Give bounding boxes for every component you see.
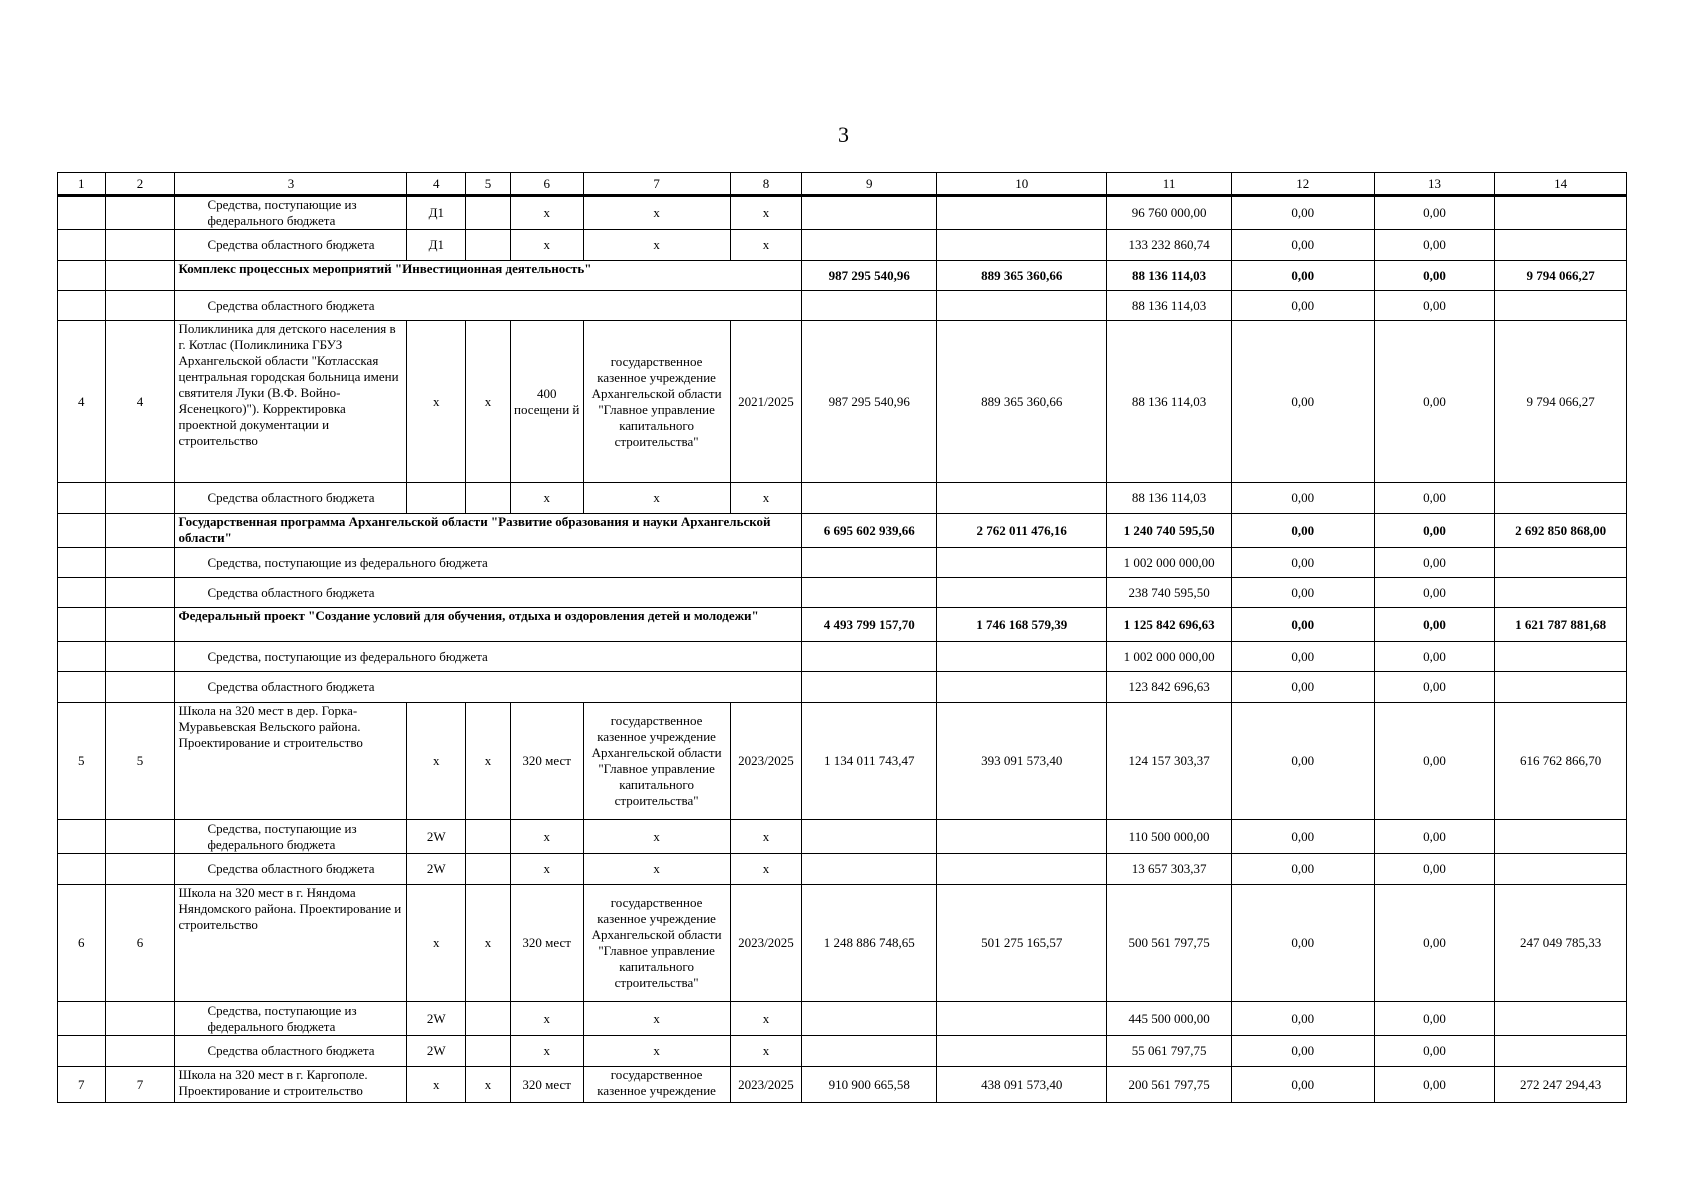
cell-number: 4 xyxy=(105,321,175,483)
amount-cell-10: 889 365 360,66 xyxy=(937,321,1107,483)
funding-source-label: Средства, поступающие из федерального бюджета xyxy=(175,820,407,854)
amount-cell-9: 987 295 540,96 xyxy=(802,321,937,483)
code-cell: х xyxy=(407,321,466,483)
amount-cell-11: 13 657 303,37 xyxy=(1107,854,1232,885)
amount-cell-14 xyxy=(1495,483,1627,514)
table-row xyxy=(58,672,1627,703)
cell-number xyxy=(58,672,106,703)
object-name: Поликлиника для детского населения в г. Котлас (Поликлиника ГБУЗ Архангельской области "Котласская центральная городская больница имени святителя Луки (В.Ф. Войно-Ясенецкого)"). Корректировка проектной документации и строительство xyxy=(175,321,407,483)
cell-number: 6 xyxy=(105,885,175,1002)
code-cell: 2W xyxy=(407,820,466,854)
amount-cell-11: 238 740 595,50 xyxy=(1107,578,1232,608)
amount-cell-10 xyxy=(937,230,1107,261)
customer-cell: х xyxy=(583,1036,730,1067)
code-cell xyxy=(466,1036,511,1067)
amount-cell-12: 0,00 xyxy=(1231,1067,1374,1103)
customer-cell: государственное казенное учреждение Архангельской области "Главное управление капитального строительства" xyxy=(583,703,730,820)
cell-number xyxy=(105,261,175,291)
table-row xyxy=(58,483,1627,514)
amount-cell-11: 88 136 114,03 xyxy=(1107,321,1232,483)
amount-cell-13: 0,00 xyxy=(1374,820,1495,854)
amount-cell-9 xyxy=(802,483,937,514)
cell-number xyxy=(105,291,175,321)
cell-number: 6 xyxy=(58,885,106,1002)
amount-cell-14 xyxy=(1495,1002,1627,1036)
period-cell: 2021/2025 xyxy=(730,321,802,483)
cell-number xyxy=(58,820,106,854)
amount-cell-10 xyxy=(937,672,1107,703)
amount-cell-11: 124 157 303,37 xyxy=(1107,703,1232,820)
column-number: 13 xyxy=(1374,173,1495,196)
customer-cell: х xyxy=(583,854,730,885)
amount-cell-9: 6 695 602 939,66 xyxy=(802,514,937,548)
cell-number xyxy=(58,608,106,642)
object-name: Школа на 320 мест в г. Каргополе. Проектирование и строительство xyxy=(175,1067,407,1103)
amount-cell-10 xyxy=(937,1036,1107,1067)
amount-cell-13: 0,00 xyxy=(1374,548,1495,578)
capacity-cell: 320 мест xyxy=(510,1067,583,1103)
period-cell: х xyxy=(730,1036,802,1067)
customer-cell: х xyxy=(583,1002,730,1036)
amount-cell-13: 0,00 xyxy=(1374,1002,1495,1036)
column-number: 3 xyxy=(175,173,407,196)
amount-cell-14: 9 794 066,27 xyxy=(1495,261,1627,291)
section-title: Федеральный проект "Создание условий для обучения, отдыха и оздоровления детей и молодежи" xyxy=(175,608,802,642)
capacity-cell: 320 мест xyxy=(510,885,583,1002)
code-cell: х xyxy=(407,885,466,1002)
code-cell: 2W xyxy=(407,1036,466,1067)
amount-cell-14: 1 621 787 881,68 xyxy=(1495,608,1627,642)
cell-number: 5 xyxy=(105,703,175,820)
funding-source-label: Средства областного бюджета xyxy=(175,230,407,261)
amount-cell-9: 1 248 886 748,65 xyxy=(802,885,937,1002)
amount-cell-11: 96 760 000,00 xyxy=(1107,196,1232,230)
amount-cell-12: 0,00 xyxy=(1231,291,1374,321)
section-title: Государственная программа Архангельской области "Развитие образования и науки Архангельской области" xyxy=(175,514,802,548)
amount-cell-9 xyxy=(802,196,937,230)
customer-cell: х xyxy=(583,483,730,514)
amount-cell-13: 0,00 xyxy=(1374,230,1495,261)
cell-number xyxy=(58,230,106,261)
code-cell: х xyxy=(466,1067,511,1103)
amount-cell-12: 0,00 xyxy=(1231,230,1374,261)
customer-cell: государственное казенное учреждение Архангельской области "Главное управление капитального строительства" xyxy=(583,321,730,483)
amount-cell-14 xyxy=(1495,642,1627,672)
column-number: 4 xyxy=(407,173,466,196)
code-cell: х xyxy=(466,885,511,1002)
amount-cell-12: 0,00 xyxy=(1231,1036,1374,1067)
amount-cell-13: 0,00 xyxy=(1374,672,1495,703)
amount-cell-10 xyxy=(937,291,1107,321)
column-number: 7 xyxy=(583,173,730,196)
amount-cell-11: 123 842 696,63 xyxy=(1107,672,1232,703)
cell-number: 7 xyxy=(105,1067,175,1103)
page-number: 3 xyxy=(838,122,849,147)
funding-source-label: Средства областного бюджета xyxy=(175,578,802,608)
amount-cell-13: 0,00 xyxy=(1374,483,1495,514)
column-number: 2 xyxy=(105,173,175,196)
amount-cell-11: 1 002 000 000,00 xyxy=(1107,642,1232,672)
amount-cell-9 xyxy=(802,854,937,885)
amount-cell-10: 889 365 360,66 xyxy=(937,261,1107,291)
amount-cell-14: 247 049 785,33 xyxy=(1495,885,1627,1002)
amount-cell-14 xyxy=(1495,1036,1627,1067)
amount-cell-11: 110 500 000,00 xyxy=(1107,820,1232,854)
code-cell: х xyxy=(407,1067,466,1103)
amount-cell-9 xyxy=(802,1002,937,1036)
table-row xyxy=(58,703,1627,820)
amount-cell-10 xyxy=(937,820,1107,854)
amount-cell-12: 0,00 xyxy=(1231,1002,1374,1036)
cell-number xyxy=(105,230,175,261)
amount-cell-9 xyxy=(802,230,937,261)
code-cell: х xyxy=(466,321,511,483)
cell-number xyxy=(58,196,106,230)
amount-cell-14 xyxy=(1495,291,1627,321)
column-number: 10 xyxy=(937,173,1107,196)
amount-cell-14 xyxy=(1495,578,1627,608)
amount-cell-14 xyxy=(1495,548,1627,578)
customer-cell: х xyxy=(583,230,730,261)
table-row xyxy=(58,1036,1627,1067)
amount-cell-9: 987 295 540,96 xyxy=(802,261,937,291)
table-row xyxy=(58,548,1627,578)
capacity-cell: х xyxy=(510,854,583,885)
capacity-cell: х xyxy=(510,483,583,514)
amount-cell-12: 0,00 xyxy=(1231,514,1374,548)
funding-source-label: Средства областного бюджета xyxy=(175,483,407,514)
table-row xyxy=(58,514,1627,548)
table-row xyxy=(58,1067,1627,1103)
amount-cell-9: 4 493 799 157,70 xyxy=(802,608,937,642)
code-cell: х xyxy=(466,703,511,820)
period-cell: х xyxy=(730,230,802,261)
amount-cell-9: 1 134 011 743,47 xyxy=(802,703,937,820)
amount-cell-12: 0,00 xyxy=(1231,672,1374,703)
code-cell xyxy=(466,230,511,261)
amount-cell-9 xyxy=(802,820,937,854)
amount-cell-12: 0,00 xyxy=(1231,548,1374,578)
amount-cell-12: 0,00 xyxy=(1231,642,1374,672)
customer-cell: государственное казенное учреждение xyxy=(583,1067,730,1103)
table-row xyxy=(58,820,1627,854)
code-cell xyxy=(466,483,511,514)
amount-cell-13: 0,00 xyxy=(1374,321,1495,483)
capacity-cell: х xyxy=(510,230,583,261)
amount-cell-13: 0,00 xyxy=(1374,885,1495,1002)
column-number: 5 xyxy=(466,173,511,196)
amount-cell-11: 88 136 114,03 xyxy=(1107,261,1232,291)
code-cell: 2W xyxy=(407,854,466,885)
period-cell: х xyxy=(730,483,802,514)
amount-cell-10 xyxy=(937,578,1107,608)
amount-cell-9 xyxy=(802,672,937,703)
amount-cell-14: 272 247 294,43 xyxy=(1495,1067,1627,1103)
cell-number xyxy=(58,1002,106,1036)
cell-number xyxy=(58,514,106,548)
capacity-cell: х xyxy=(510,820,583,854)
table-row xyxy=(58,230,1627,261)
cell-number xyxy=(105,483,175,514)
customer-cell: х xyxy=(583,820,730,854)
code-cell xyxy=(466,196,511,230)
capacity-cell: 400 посещени й xyxy=(510,321,583,483)
column-number: 14 xyxy=(1495,173,1627,196)
period-cell: х xyxy=(730,196,802,230)
amount-cell-14 xyxy=(1495,820,1627,854)
capacity-cell: х xyxy=(510,1036,583,1067)
cell-number xyxy=(105,820,175,854)
amount-cell-13: 0,00 xyxy=(1374,291,1495,321)
code-cell: 2W xyxy=(407,1002,466,1036)
amount-cell-10 xyxy=(937,642,1107,672)
cell-number xyxy=(105,854,175,885)
column-number: 1 xyxy=(58,173,106,196)
code-cell xyxy=(466,854,511,885)
amount-cell-9 xyxy=(802,642,937,672)
code-cell xyxy=(466,1002,511,1036)
cell-number xyxy=(58,1036,106,1067)
amount-cell-10 xyxy=(937,1002,1107,1036)
amount-cell-10 xyxy=(937,196,1107,230)
cell-number xyxy=(58,642,106,672)
amount-cell-13: 0,00 xyxy=(1374,514,1495,548)
table-row xyxy=(58,885,1627,1002)
amount-cell-13: 0,00 xyxy=(1374,703,1495,820)
amount-cell-14 xyxy=(1495,196,1627,230)
amount-cell-11: 500 561 797,75 xyxy=(1107,885,1232,1002)
customer-cell: х xyxy=(583,196,730,230)
amount-cell-11: 200 561 797,75 xyxy=(1107,1067,1232,1103)
funding-source-label: Средства областного бюджета xyxy=(175,672,802,703)
amount-cell-10 xyxy=(937,548,1107,578)
column-number: 6 xyxy=(510,173,583,196)
amount-cell-13: 0,00 xyxy=(1374,854,1495,885)
amount-cell-11: 1 002 000 000,00 xyxy=(1107,548,1232,578)
amount-cell-11: 1 125 842 696,63 xyxy=(1107,608,1232,642)
code-cell xyxy=(466,820,511,854)
capacity-cell: х xyxy=(510,196,583,230)
table-row xyxy=(58,196,1627,230)
amount-cell-13: 0,00 xyxy=(1374,578,1495,608)
amount-cell-12: 0,00 xyxy=(1231,608,1374,642)
cell-number xyxy=(105,514,175,548)
amount-cell-13: 0,00 xyxy=(1374,642,1495,672)
amount-cell-12: 0,00 xyxy=(1231,703,1374,820)
table-row xyxy=(58,854,1627,885)
object-name: Школа на 320 мест в г. Няндома Няндомского района. Проектирование и строительство xyxy=(175,885,407,1002)
table-row xyxy=(58,1002,1627,1036)
cell-number xyxy=(105,608,175,642)
column-number: 8 xyxy=(730,173,802,196)
cell-number xyxy=(105,642,175,672)
cell-number xyxy=(58,261,106,291)
amount-cell-13: 0,00 xyxy=(1374,1036,1495,1067)
column-number: 11 xyxy=(1107,173,1232,196)
cell-number xyxy=(105,672,175,703)
section-title: Комплекс процессных мероприятий "Инвестиционная деятельность" xyxy=(175,261,802,291)
amount-cell-10: 438 091 573,40 xyxy=(937,1067,1107,1103)
table-row xyxy=(58,261,1627,291)
amount-cell-14: 2 692 850 868,00 xyxy=(1495,514,1627,548)
period-cell: 2023/2025 xyxy=(730,885,802,1002)
object-name: Школа на 320 мест в дер. Горка-Муравьевская Вельского района. Проектирование и строительство xyxy=(175,703,407,820)
amount-cell-9: 910 900 665,58 xyxy=(802,1067,937,1103)
period-cell: х xyxy=(730,854,802,885)
amount-cell-14: 9 794 066,27 xyxy=(1495,321,1627,483)
table-row xyxy=(58,642,1627,672)
code-cell: Д1 xyxy=(407,196,466,230)
column-number: 9 xyxy=(802,173,937,196)
cell-number xyxy=(105,548,175,578)
amount-cell-9 xyxy=(802,291,937,321)
amount-cell-10 xyxy=(937,483,1107,514)
amount-cell-13: 0,00 xyxy=(1374,261,1495,291)
amount-cell-11: 445 500 000,00 xyxy=(1107,1002,1232,1036)
code-cell: Д1 xyxy=(407,230,466,261)
amount-cell-10: 1 746 168 579,39 xyxy=(937,608,1107,642)
period-cell: х xyxy=(730,820,802,854)
cell-number xyxy=(58,578,106,608)
funding-source-label: Средства областного бюджета xyxy=(175,1036,407,1067)
cell-number xyxy=(105,196,175,230)
table-body xyxy=(58,173,1627,1103)
amount-cell-9 xyxy=(802,578,937,608)
amount-cell-10: 393 091 573,40 xyxy=(937,703,1107,820)
amount-cell-13: 0,00 xyxy=(1374,608,1495,642)
code-cell xyxy=(407,483,466,514)
table-row xyxy=(58,321,1627,483)
amount-cell-13: 0,00 xyxy=(1374,196,1495,230)
amount-cell-12: 0,00 xyxy=(1231,578,1374,608)
capacity-cell: 320 мест xyxy=(510,703,583,820)
amount-cell-14: 616 762 866,70 xyxy=(1495,703,1627,820)
amount-cell-12: 0,00 xyxy=(1231,885,1374,1002)
amount-cell-14 xyxy=(1495,672,1627,703)
amount-cell-12: 0,00 xyxy=(1231,321,1374,483)
cell-number: 7 xyxy=(58,1067,106,1103)
amount-cell-11: 133 232 860,74 xyxy=(1107,230,1232,261)
funding-source-label: Средства областного бюджета xyxy=(175,291,802,321)
amount-cell-11: 88 136 114,03 xyxy=(1107,483,1232,514)
cell-number xyxy=(58,548,106,578)
amount-cell-10: 501 275 165,57 xyxy=(937,885,1107,1002)
period-cell: 2023/2025 xyxy=(730,703,802,820)
period-cell: х xyxy=(730,1002,802,1036)
code-cell: х xyxy=(407,703,466,820)
amount-cell-11: 1 240 740 595,50 xyxy=(1107,514,1232,548)
amount-cell-12: 0,00 xyxy=(1231,854,1374,885)
amount-cell-10 xyxy=(937,854,1107,885)
funding-source-label: Средства, поступающие из федерального бюджета xyxy=(175,196,407,230)
table-row xyxy=(58,291,1627,321)
amount-cell-9 xyxy=(802,1036,937,1067)
amount-cell-12: 0,00 xyxy=(1231,483,1374,514)
amount-cell-12: 0,00 xyxy=(1231,196,1374,230)
funding-source-label: Средства, поступающие из федерального бюджета xyxy=(175,1002,407,1036)
cell-number xyxy=(105,1002,175,1036)
budget-table xyxy=(57,172,1627,1103)
funding-source-label: Средства, поступающие из федерального бюджета xyxy=(175,548,802,578)
cell-number xyxy=(105,1036,175,1067)
amount-cell-13: 0,00 xyxy=(1374,1067,1495,1103)
table-row xyxy=(58,608,1627,642)
amount-cell-11: 55 061 797,75 xyxy=(1107,1036,1232,1067)
funding-source-label: Средства областного бюджета xyxy=(175,854,407,885)
column-number-row xyxy=(58,173,1627,196)
amount-cell-10: 2 762 011 476,16 xyxy=(937,514,1107,548)
customer-cell: государственное казенное учреждение Архангельской области "Главное управление капитального строительства" xyxy=(583,885,730,1002)
cell-number xyxy=(105,578,175,608)
amount-cell-12: 0,00 xyxy=(1231,261,1374,291)
capacity-cell: х xyxy=(510,1002,583,1036)
amount-cell-9 xyxy=(802,548,937,578)
column-number: 12 xyxy=(1231,173,1374,196)
cell-number xyxy=(58,854,106,885)
cell-number: 4 xyxy=(58,321,106,483)
cell-number: 5 xyxy=(58,703,106,820)
amount-cell-14 xyxy=(1495,854,1627,885)
period-cell: 2023/2025 xyxy=(730,1067,802,1103)
table-row xyxy=(58,578,1627,608)
funding-source-label: Средства, поступающие из федерального бюджета xyxy=(175,642,802,672)
cell-number xyxy=(58,291,106,321)
amount-cell-11: 88 136 114,03 xyxy=(1107,291,1232,321)
amount-cell-12: 0,00 xyxy=(1231,820,1374,854)
cell-number xyxy=(58,483,106,514)
amount-cell-14 xyxy=(1495,230,1627,261)
